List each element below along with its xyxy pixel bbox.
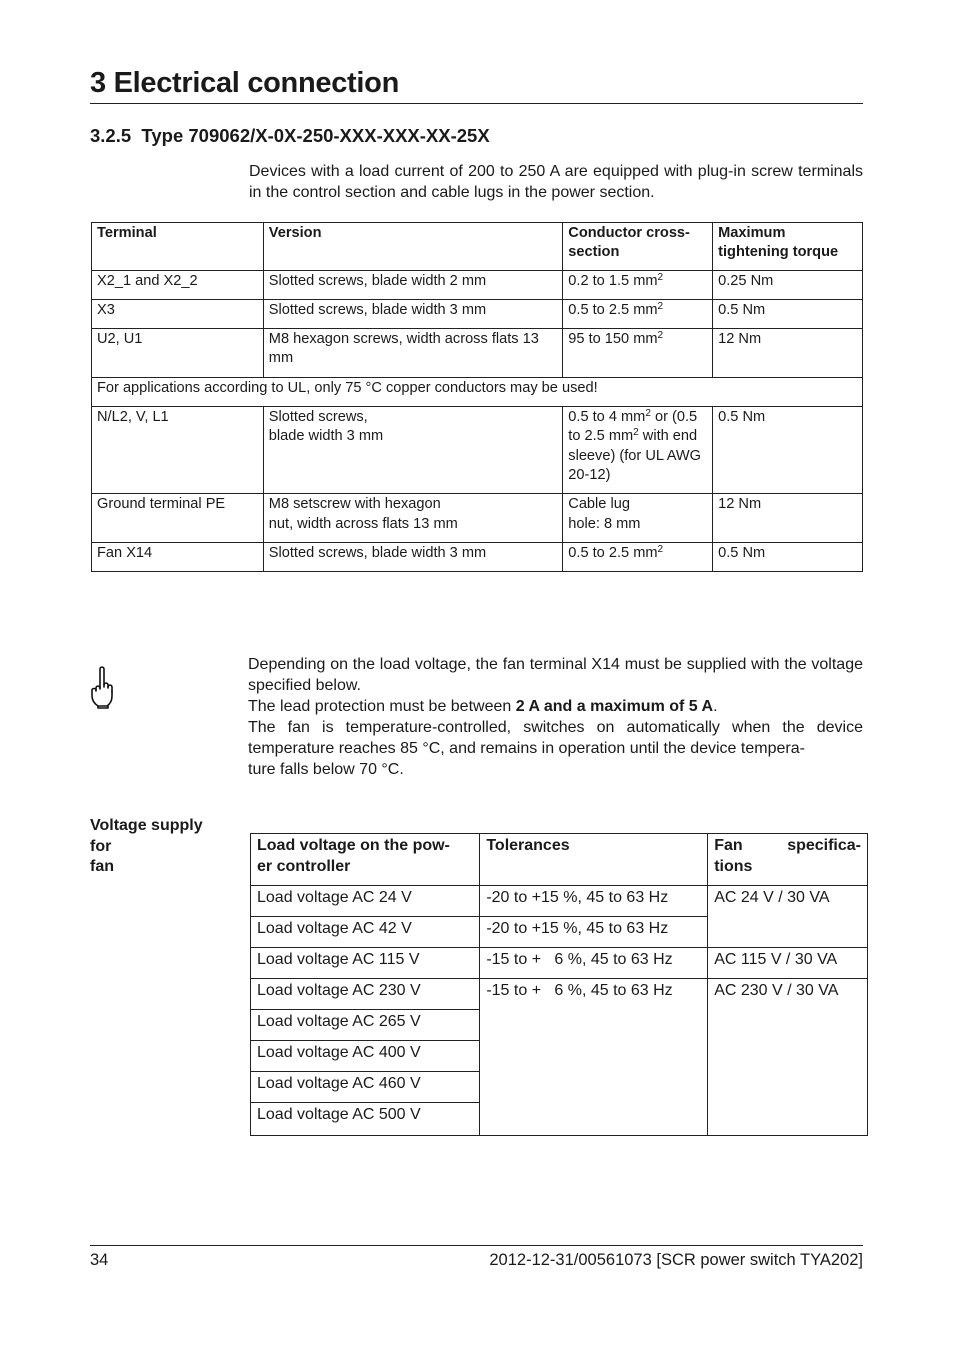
voltage-table <box>250 833 868 1136</box>
conductor-cell: Cable lug hole: 8 mm <box>563 494 713 543</box>
pointing-hand-icon <box>85 665 117 709</box>
table-row <box>251 979 868 1010</box>
voltage-supply-label: Voltage supply for fan <box>90 817 203 875</box>
table-row <box>92 542 863 571</box>
column-header-terminal: Terminal <box>92 223 264 271</box>
ul-note-row <box>92 377 863 406</box>
note-paragraph: The lead protection must be between 2 A and a maximum of 5 A. <box>248 698 718 715</box>
tolerance-cell: -20 to +15 %, 45 to 63 Hz <box>480 886 708 917</box>
column-header-load-voltage: Load voltage on the pow- er controller <box>251 834 480 886</box>
version-cell: M8 hexagon screws, width across flats 13 mm <box>263 329 563 378</box>
conductor-cell: 0.2 to 1.5 $mm^2$ <box>563 270 713 299</box>
load-voltage-cell: Load voltage AC 500 V <box>251 1103 480 1136</box>
terminal-cell: X2_1 and X2_2 <box>92 270 264 299</box>
conductor-cell: 0.5 to 2.5 $mm^2$ <box>563 542 713 571</box>
page-number: 34 <box>90 1251 109 1269</box>
table-header-row <box>92 223 863 271</box>
column-header-torque: Maximum tightening torque <box>713 223 863 271</box>
terminal-cell: U2, U1 <box>92 329 264 378</box>
terminal-cell: Fan X14 <box>92 542 264 571</box>
ul-note: For applications according to UL, only 75 °C copper conductors may be used! <box>92 377 863 406</box>
terminal-cell: X3 <box>92 299 264 328</box>
note-paragraph: ture falls below 70 °C. <box>248 761 404 778</box>
load-voltage-cell: Load voltage AC 265 V <box>251 1010 480 1041</box>
column-header-version: Version <box>263 223 563 271</box>
table-row <box>92 299 863 328</box>
version-cell: Slotted screws, blade width 3 mm <box>263 299 563 328</box>
torque-cell: 12 Nm <box>713 329 863 378</box>
tolerance-cell: -15 to + 6 %, 45 to 63 Hz <box>480 979 708 1136</box>
fan-supply-note <box>248 654 863 780</box>
terminal-cell: N/L2, V, L1 <box>92 407 264 494</box>
table-row <box>92 329 863 378</box>
document-id: 2012-12-31/00561073 [SCR power switch TYA202] <box>489 1251 863 1269</box>
section-title: 3.2.5 Type 709062/X-0X-250-XXX-XXX-XX-25X <box>90 125 490 146</box>
fan-spec-cell: AC 230 V / 30 VA <box>708 979 868 1136</box>
version-cell: Slotted screws, blade width 2 mm <box>263 270 563 299</box>
column-header-conductor: Conductor cross- section <box>563 223 713 271</box>
table-row <box>251 948 868 979</box>
table-row <box>92 270 863 299</box>
tolerance-cell: -20 to +15 %, 45 to 63 Hz <box>480 917 708 948</box>
load-voltage-cell: Load voltage AC 400 V <box>251 1041 480 1072</box>
terminal-cell: Ground terminal PE <box>92 494 264 543</box>
version-cell: M8 setscrew with hexagon nut, width across flats 13 mm <box>263 494 563 543</box>
torque-cell: 0.5 Nm <box>713 299 863 328</box>
conductor-cell: 0.5 to 4 $mm^2$ or (0.5 to 2.5 $mm^2$ with end sleeve) (for UL AWG 20-12) <box>563 407 713 494</box>
table-row <box>92 407 863 494</box>
note-paragraph: The fan is temperature-controlled, switches on automatically when the device temperature reaches 85 °C, and remains in operation until the device tempera- <box>248 719 863 757</box>
torque-cell: 0.5 Nm <box>713 407 863 494</box>
section-intro: Devices with a load current of 200 to 250 A are equipped with plug-in screw terminals in the control section and cable lugs in the power section. <box>249 163 863 201</box>
footer-divider <box>90 1245 863 1246</box>
load-voltage-cell: Load voltage AC 42 V <box>251 917 480 948</box>
version-cell: Slotted screws, blade width 3 mm <box>263 542 563 571</box>
table-row <box>92 494 863 543</box>
version-cell: Slotted screws, blade width 3 mm <box>263 407 563 494</box>
terminal-table <box>91 222 863 572</box>
tolerance-cell: -15 to + 6 %, 45 to 63 Hz <box>480 948 708 979</box>
torque-cell: 12 Nm <box>713 494 863 543</box>
chapter-divider <box>90 103 863 104</box>
load-voltage-cell: Load voltage AC 24 V <box>251 886 480 917</box>
table-header-row <box>251 834 868 886</box>
column-header-fan-spec: Fan specifica- tions <box>708 834 868 886</box>
conductor-cell: 0.5 to 2.5 $mm^2$ <box>563 299 713 328</box>
fan-spec-cell: AC 24 V / 30 VA <box>708 886 868 948</box>
chapter-title: 3 Electrical connection <box>90 67 399 99</box>
torque-cell: 0.25 Nm <box>713 270 863 299</box>
column-header-tolerances: Tolerances <box>480 834 708 886</box>
table-row <box>251 886 868 917</box>
load-voltage-cell: Load voltage AC 115 V <box>251 948 480 979</box>
fan-spec-cell: AC 115 V / 30 VA <box>708 948 868 979</box>
load-voltage-cell: Load voltage AC 460 V <box>251 1072 480 1103</box>
conductor-cell: 95 to 150 $mm^2$ <box>563 329 713 378</box>
load-voltage-cell: Load voltage AC 230 V <box>251 979 480 1010</box>
note-paragraph: Depending on the load voltage, the fan terminal X14 must be supplied with the voltage specified below. <box>248 656 863 694</box>
torque-cell: 0.5 Nm <box>713 542 863 571</box>
